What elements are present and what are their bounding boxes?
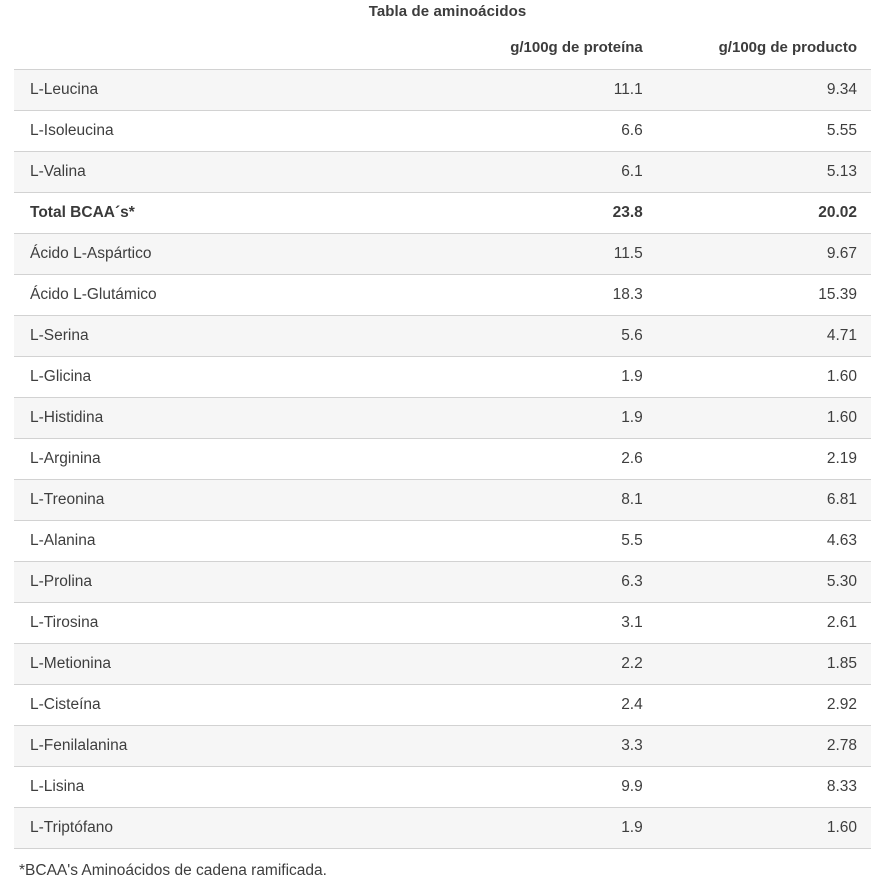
amino-name-cell: L-Treonina bbox=[30, 491, 105, 508]
table-row bbox=[14, 316, 871, 357]
product-value-cell: 4.71 bbox=[826, 327, 857, 344]
table-header bbox=[14, 20, 871, 70]
amino-table-body bbox=[14, 70, 871, 849]
protein-value-cell: 6.6 bbox=[621, 122, 643, 139]
product-value-cell: 8.33 bbox=[826, 778, 857, 795]
protein-value-cell: 2.4 bbox=[621, 696, 643, 713]
table-row bbox=[14, 521, 871, 562]
table-row bbox=[14, 234, 871, 275]
protein-value-cell: 23.8 bbox=[612, 204, 643, 221]
protein-value-cell: 3.3 bbox=[621, 737, 643, 754]
column-header-name bbox=[14, 20, 443, 70]
amino-name-cell: Ácido L-Glutámico bbox=[30, 286, 157, 303]
product-value-cell: 9.34 bbox=[826, 81, 857, 98]
table-row bbox=[14, 398, 871, 439]
product-value-cell: 1.60 bbox=[826, 819, 857, 836]
table-row bbox=[14, 480, 871, 521]
amino-name-cell: L-Triptófano bbox=[30, 819, 113, 836]
protein-value-cell: 2.6 bbox=[621, 450, 643, 467]
product-value-cell: 5.30 bbox=[826, 573, 857, 590]
table-footnote: *BCAA's Aminoácidos de cadena ramificada. bbox=[19, 862, 327, 879]
table-row bbox=[14, 70, 871, 111]
product-value-cell: 1.60 bbox=[826, 368, 857, 385]
product-value-cell: 5.55 bbox=[826, 122, 857, 139]
product-value-cell: 2.92 bbox=[826, 696, 857, 713]
table-row bbox=[14, 357, 871, 398]
page-title: Tabla de aminoácidos bbox=[368, 3, 527, 20]
table-row bbox=[14, 808, 871, 849]
table-row bbox=[14, 603, 871, 644]
table-row bbox=[14, 275, 871, 316]
table-row bbox=[14, 152, 871, 193]
table-row bbox=[14, 111, 871, 152]
product-value-cell: 15.39 bbox=[818, 286, 857, 303]
product-value-cell: 1.85 bbox=[826, 655, 857, 672]
product-value-cell: 9.67 bbox=[826, 245, 857, 262]
table-row bbox=[14, 767, 871, 808]
amino-name-cell: L-Valina bbox=[30, 163, 86, 180]
amino-name-cell: L-Tirosina bbox=[30, 614, 99, 631]
protein-value-cell: 5.6 bbox=[621, 327, 643, 344]
protein-value-cell: 1.9 bbox=[621, 409, 643, 426]
protein-value-cell: 9.9 bbox=[621, 778, 643, 795]
table-row bbox=[14, 193, 871, 234]
protein-value-cell: 11.1 bbox=[613, 81, 643, 98]
amino-acids-table bbox=[14, 20, 871, 849]
protein-value-cell: 8.1 bbox=[621, 491, 643, 508]
protein-value-cell: 1.9 bbox=[621, 368, 643, 385]
protein-value-cell: 1.9 bbox=[621, 819, 643, 836]
column-header-product: g/100g de producto bbox=[657, 20, 871, 70]
table-row bbox=[14, 644, 871, 685]
amino-name-cell: L-Prolina bbox=[30, 573, 93, 590]
table-row bbox=[14, 726, 871, 767]
header-row bbox=[14, 20, 871, 70]
amino-name-cell: Total BCAA´s* bbox=[30, 204, 135, 221]
amino-name-cell: L-Glicina bbox=[30, 368, 92, 385]
product-value-cell: 1.60 bbox=[826, 409, 857, 426]
product-value-cell: 6.81 bbox=[826, 491, 857, 508]
product-value-cell: 20.02 bbox=[818, 204, 857, 221]
amino-name-cell: L-Serina bbox=[30, 327, 89, 344]
amino-name-cell: L-Alanina bbox=[30, 532, 96, 549]
amino-name-cell: L-Fenilalanina bbox=[30, 737, 128, 754]
protein-value-cell: 2.2 bbox=[621, 655, 643, 672]
protein-value-cell: 18.3 bbox=[612, 286, 643, 303]
amino-name-cell: L-Leucina bbox=[30, 81, 99, 98]
amino-name-cell: L-Arginina bbox=[30, 450, 101, 467]
product-value-cell: 5.13 bbox=[826, 163, 857, 180]
protein-value-cell: 11.5 bbox=[613, 245, 643, 262]
product-value-cell: 4.63 bbox=[826, 532, 857, 549]
table-row bbox=[14, 439, 871, 480]
product-value-cell: 2.61 bbox=[826, 614, 857, 631]
product-value-cell: 2.19 bbox=[826, 450, 857, 467]
product-value-cell: 2.78 bbox=[826, 737, 857, 754]
column-header-protein: g/100g de proteína bbox=[443, 20, 657, 70]
table-row bbox=[14, 685, 871, 726]
amino-name-cell: L-Cisteína bbox=[30, 696, 101, 713]
protein-value-cell: 6.3 bbox=[621, 573, 643, 590]
protein-value-cell: 5.5 bbox=[621, 532, 643, 549]
protein-value-cell: 3.1 bbox=[621, 614, 643, 631]
amino-name-cell: L-Histidina bbox=[30, 409, 104, 426]
amino-name-cell: L-Metionina bbox=[30, 655, 111, 672]
protein-value-cell: 6.1 bbox=[621, 163, 643, 180]
table-row bbox=[14, 562, 871, 603]
amino-name-cell: L-Lisina bbox=[30, 778, 85, 795]
amino-name-cell: Ácido L-Aspártico bbox=[30, 245, 152, 262]
amino-name-cell: L-Isoleucina bbox=[30, 122, 114, 139]
